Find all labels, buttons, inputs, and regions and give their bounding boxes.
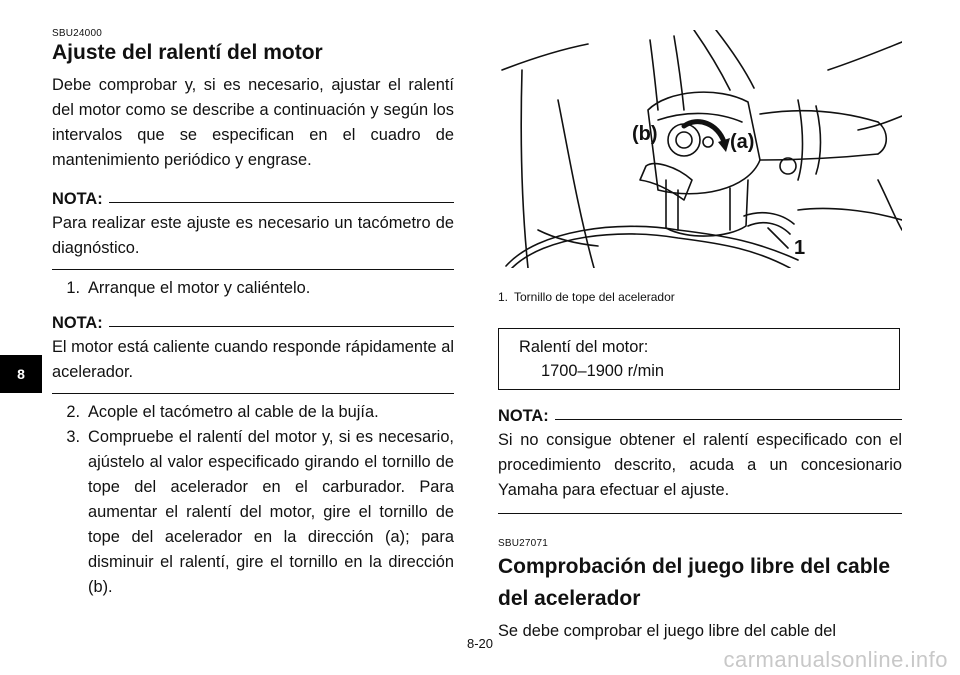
carburetor-illustration [498,30,902,268]
caption-text: Tornillo de tope del acelerador [514,290,675,304]
note-label: NOTA: [52,189,103,208]
caption-number: 1. [498,290,509,304]
step-text: Arranque el motor y caliéntelo. [88,279,311,298]
note-text: Para realizar este ajuste es necesario un tacómetro de diagnóstico. [52,214,454,258]
chapter-tab [0,355,42,393]
section-title: Ajuste del ralentí del motor [52,41,323,64]
note-text: Si no consigue obtener el ralentí especificado con el procedimiento descrito, acuda a un concesionario Yamaha para efectuar el ajuste. [498,431,902,499]
note-heading [52,187,454,211]
step-item [52,400,454,425]
note-heading [52,311,454,335]
section-code: SBU24000 [52,28,102,39]
callout-number: 1 [794,237,806,259]
carburetor-drawing [498,30,902,268]
steps-list-1 [52,276,454,301]
spec-box [498,328,900,390]
figure-caption [498,290,902,304]
spec-value: 1700–1900 r/min [541,362,665,380]
note-label: NOTA: [52,313,103,332]
note-heading [498,404,902,428]
step-text: Acople el tacómetro al cable de la bujía. [88,403,379,422]
step-number: 1. [66,279,80,298]
watermark: carmanualsonline.info [723,647,948,672]
spec-label: Ralentí del motor: [519,338,649,356]
step-text: Compruebe el ralentí del motor y, si es necesario, ajústelo al valor especificado girando el tornillo de tope del acelerador en el carburador. Para aumentar el ralentí del motor, gire el tornillo de tope del acelerador en la dirección (a); para disminuir el ralentí, gire el tornillo en la dirección (b). [88,428,454,597]
arrow-head-icon [718,138,730,152]
right-column [498,30,902,644]
step-item [52,276,454,301]
section-title: Comprobación del juego libre del cable del acelerador [498,555,891,610]
page-number: 8-20 [466,636,494,651]
note-rule [498,513,902,514]
chapter-number: 8 [17,366,25,382]
section-code: SBU27071 [498,538,548,549]
step-number: 2. [66,403,80,422]
note-rule [52,269,454,270]
section-paragraph: Se debe comprobar el juego libre del cable del [498,622,837,640]
note-text: El motor está caliente cuando responde rápidamente al acelerador. [52,338,454,382]
label-b: (b) [632,123,658,145]
steps-list-2 [52,400,454,600]
label-a: (a) [730,131,755,153]
step-number: 3. [66,428,80,447]
intro-paragraph: Debe comprobar y, si es necesario, ajustar el ralentí del motor como se describe a continuación y según los intervalos que se especifican en el cuadro de mantenimiento periódico y engrase. [52,76,454,170]
note-rule [52,393,454,394]
left-column [52,28,454,600]
step-item [52,425,454,600]
note-label: NOTA: [498,406,549,425]
